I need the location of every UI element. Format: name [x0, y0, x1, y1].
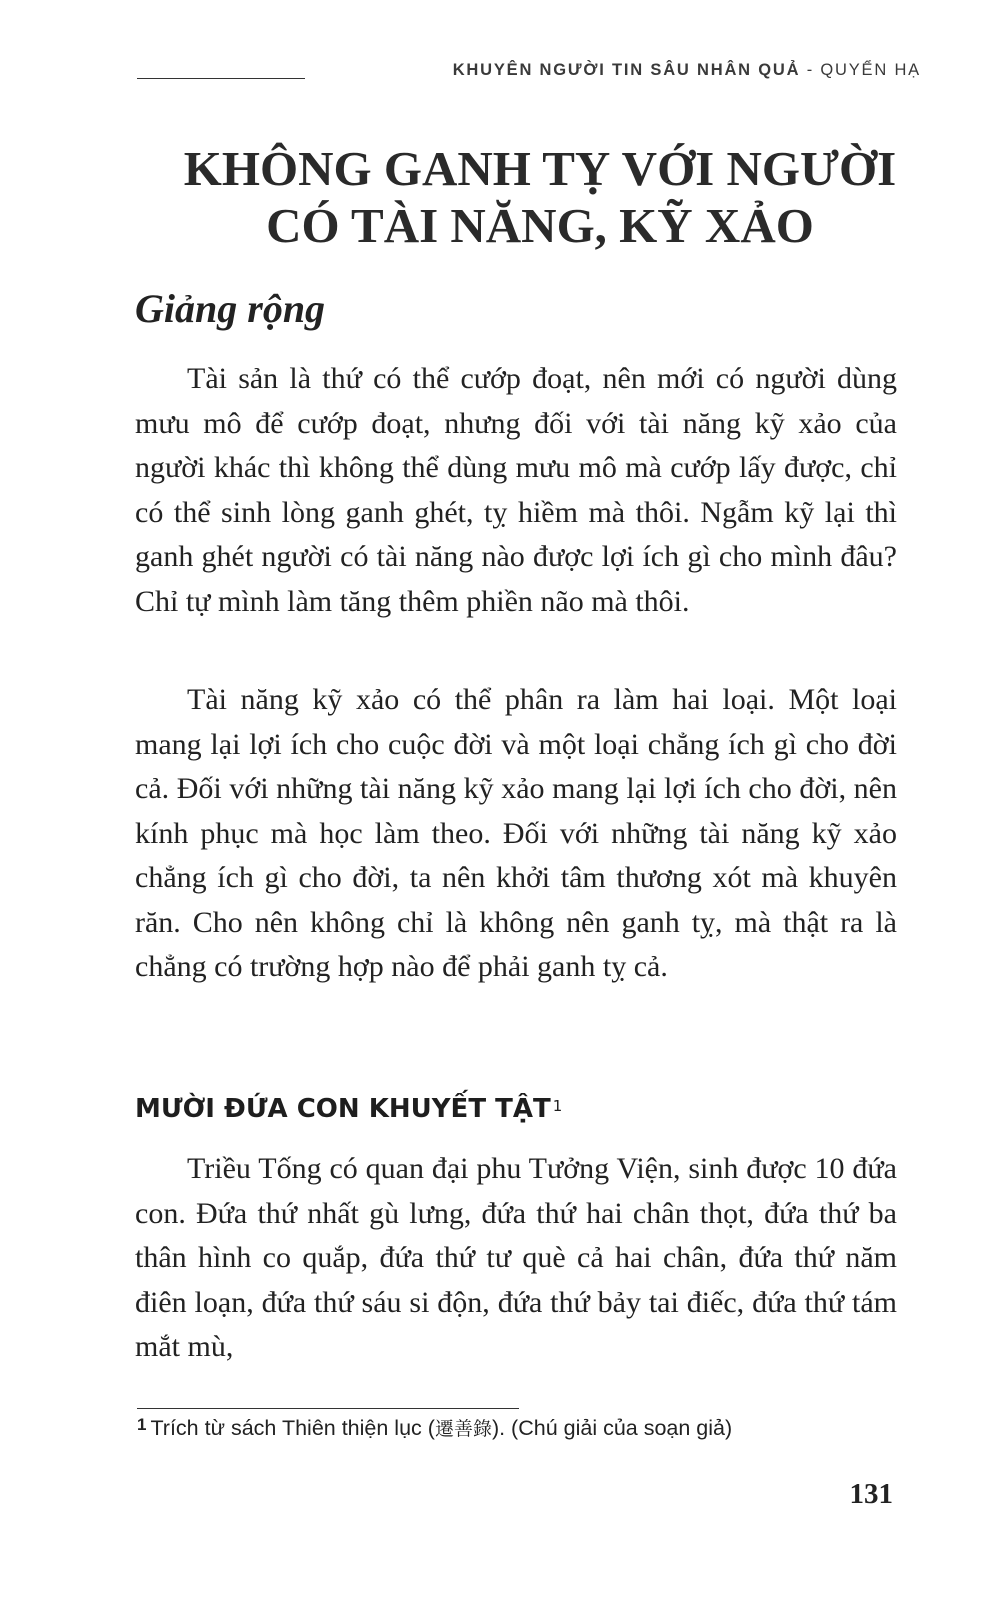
chapter-title-line-2: CÓ TÀI NĂNG, KỸ XẢO [266, 198, 814, 253]
footnote-text-after: ). (Chú giải của soạn giả) [491, 1416, 733, 1440]
running-header-book-title: KHUYÊN NGƯỜI TIN SÂU NHÂN QUẢ [452, 61, 801, 79]
header-rule [137, 78, 305, 79]
section-heading: Giảng rộng [135, 286, 326, 331]
running-header [453, 61, 921, 80]
footnote-number: 1 [137, 1415, 147, 1434]
story-paragraph: Triều Tống có quan đại phu Tưởng Viện, sinh được 10 đứa con. Đứa thứ nhất gù lưng, đứa thứ hai chân thọt, đứa thứ ba thân hình co quắp, đứa thứ tư què cả hai chân, đứa thứ năm điên loạn, đứa thứ sáu si độn, đứa thứ bảy tai điếc, đứa thứ tám mắt mù, [135, 1152, 897, 1363]
chapter-title-line-1: KHÔNG GANH TỴ VỚI NGƯỜI [183, 141, 897, 196]
footnote-rule [137, 1408, 519, 1409]
footnote-text-before: Trích từ sách Thiên thiện lục ( [150, 1416, 435, 1440]
story-heading-text: MƯỜI ĐỨA CON KHUYẾT TẬT [135, 1094, 551, 1124]
footnote-han-text: 遷善錄 [434, 1418, 492, 1440]
running-header-volume: QUYỂN HẠ [820, 61, 921, 79]
chapter-title [100, 140, 980, 254]
footnote-reference[interactable]: 1 [552, 1097, 563, 1115]
page-number: 131 [849, 1478, 893, 1510]
running-header-separator: - [800, 61, 821, 79]
body-paragraph-2: Tài năng kỹ xảo có thể phân ra làm hai loại. Một loại mang lại lợi ích cho cuộc đời và một loại chẳng ích gì cho đời cả. Đối với những tài năng kỹ xảo mang lại lợi ích cho đời, nên kính phục mà học làm theo. Đối với những tài năng kỹ xảo chẳng ích gì cho đời, ta nên khởi tâm thương xót mà khuyên răn. Cho nên không chỉ là không nên ganh tỵ, mà thật ra là chẳng có trường hợp nào để phải ganh tỵ cả. [135, 683, 897, 983]
story-heading [135, 1093, 562, 1125]
body-paragraph-1: Tài sản là thứ có thể cướp đoạt, nên mới có người dùng mưu mô để cướp đoạt, nhưng đối với tài năng kỹ xảo của người khác thì không thể dùng mưu mô mà cướp lấy được, chỉ có thể sinh lòng ganh ghét, tỵ hiềm mà thôi. Ngẫm kỹ lại thì ganh ghét người có tài năng nào được lợi ích gì cho mình đâu? Chỉ tự mình làm tăng thêm phiền não mà thôi. [135, 362, 897, 618]
footnote [137, 1414, 732, 1443]
